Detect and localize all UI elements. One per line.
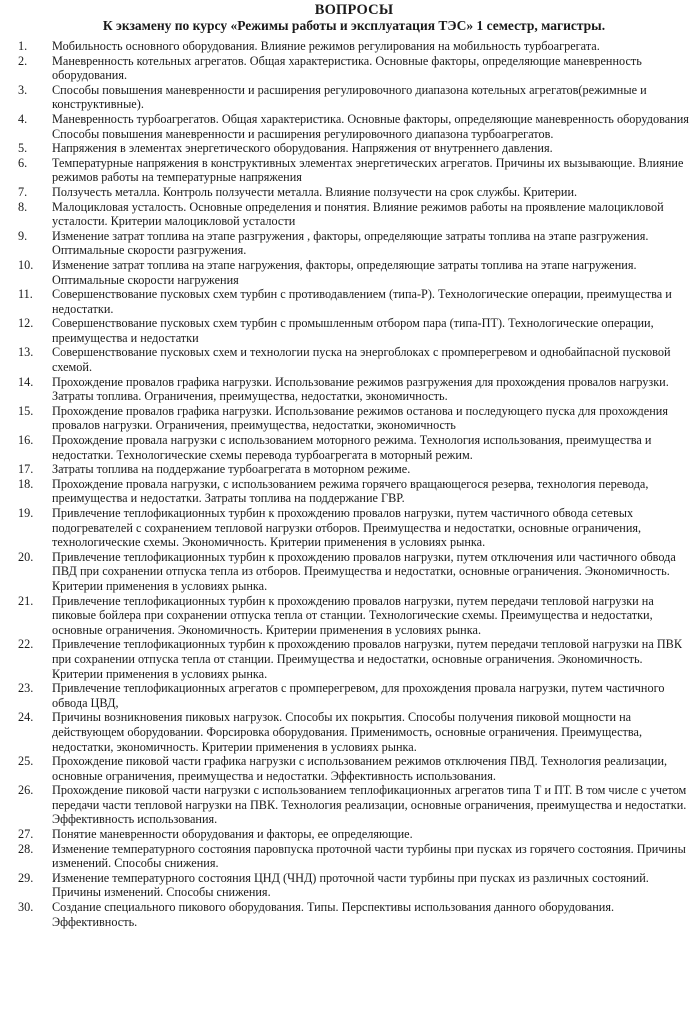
- question-item: [18, 433, 690, 462]
- question-text: Маневренность котельных агрегатов. Общая характеристика. Основные факторы, определяющие маневренность оборудования.: [52, 53, 642, 83]
- question-text: Прохождение провалов графика нагрузки. Использование режимов останова и последующего пуска для прохождения провалов нагрузки. Ограничения, преимущества, недостатки, экономичность: [52, 403, 668, 433]
- question-text: Привлечение теплофикационных турбин к прохождению провалов нагрузки, путем отключения или частичного обвода ПВД при сохранении отпуска тепла из отборов. Преимущества и недостатки, основные ограничения. Экономичность. Критерии применения в условиях рынка.: [52, 549, 676, 593]
- question-item: [18, 681, 690, 710]
- question-item: [18, 229, 690, 258]
- question-item: [18, 842, 690, 871]
- question-item: [18, 54, 690, 83]
- questions-list: [18, 39, 690, 929]
- question-number: 16.: [18, 433, 34, 448]
- question-text: Совершенствование пусковых схем турбин с противодавлением (типа-Р). Технологические операции, преимущества и недостатки.: [52, 287, 672, 316]
- question-text: Совершенствование пусковых схем и технологии пуска на энергоблоках с промперегревом и однобайпасной пусковой схемой.: [52, 345, 671, 375]
- question-text: Прохождение пиковой части графика нагрузки с использованием режимов отключения ПВД. Технология реализации, основные ограничения, преимущества и недостатки. Эффективность использования.: [52, 754, 668, 783]
- question-item: [18, 900, 690, 929]
- question-number: 17.: [18, 462, 34, 477]
- question-item: [18, 783, 690, 827]
- question-text: Причины возникновения пиковых нагрузок. Способы их покрытия. Способы получения пиковой мощности на действующем оборудовании. Форсировка оборудования. Применимость, основные ограничения. Преимущества, недостатки, экономичность. Критерии применения в условиях рынка.: [52, 710, 643, 754]
- question-number: 1.: [18, 39, 28, 53]
- question-number: 12.: [18, 316, 34, 331]
- question-number: 13.: [18, 345, 34, 360]
- question-text: Прохождение пиковой части нагрузки с использованием теплофикационных агрегатов типа Т и ПТ. В том числе с учетом передачи части тепловой нагрузки на ПВК. Технология реализации, основные ограничения, преимущества и недостатки. Эффективность использования.: [52, 783, 687, 827]
- question-item: [18, 827, 690, 842]
- question-number: 6.: [18, 155, 28, 170]
- question-text: Понятие маневренности оборудования и факторы, ее определяющие.: [52, 827, 413, 842]
- page-title: ВОПРОСЫ: [314, 2, 394, 18]
- question-number: 19.: [18, 506, 34, 520]
- question-text: Напряжения в элементах энергетического оборудования. Напряжения от внутреннего давления.: [52, 141, 553, 156]
- question-text: Температурные напряжения в конструктивных элементах энергетических агрегатов. Причины их вызывающие. Влияние режимов работы на температурные напряжения: [52, 155, 684, 185]
- question-number: 10.: [18, 257, 34, 272]
- question-item: [18, 477, 690, 506]
- question-number: 18.: [18, 476, 34, 491]
- question-number: 3.: [18, 82, 28, 97]
- question-number: 21.: [18, 593, 34, 608]
- question-text: Создание специального пикового оборудования. Типы. Перспективы использования данного оборудования. Эффективность.: [52, 900, 615, 929]
- question-number: 14.: [18, 374, 34, 389]
- question-text: Ползучесть металла. Контроль ползучести металла. Влияние ползучести на срок службы. Критерии.: [52, 184, 578, 199]
- page-subtitle: К экзамену по курсу «Режимы работы и эксплуатация ТЭС» 1 семестр, магистры.: [102, 18, 606, 33]
- question-text: Привлечение теплофикационных турбин к прохождению провалов нагрузки, путем частичного обвода сетевых подогревателей с сохранением тепловой нагрузки отборов. Преимущества и недостатки, основные ограничения, технологические схемы. Экономичность. Критерии применения в условиях рынка.: [52, 506, 642, 550]
- question-item: [18, 345, 690, 374]
- question-text: Привлечение теплофикационных агрегатов с промперегревом, для прохождения провала нагрузки, путем частичного обвода ЦВД,: [52, 681, 665, 710]
- question-item: [18, 316, 690, 345]
- question-text: Малоцикловая усталость. Основные определения и понятия. Влияние режимов работы на проявление малоцикловой усталости. Критерии малоцикловой усталости: [52, 199, 664, 229]
- question-text: Прохождение провала нагрузки с использованием моторного режима. Технология использования, преимущества и недостатки. Технологические схемы перевода турбоагрегата в моторный режим.: [52, 433, 652, 462]
- question-number: 28.: [18, 841, 34, 856]
- question-item: [18, 39, 690, 54]
- question-text: Прохождение провалов графика нагрузки. Использование режимов разгружения для прохождения провалов нагрузки. Затраты топлива. Ограничения, преимущества, недостатки, экономичность.: [52, 374, 669, 404]
- question-number: 22.: [18, 637, 34, 652]
- question-item: [18, 754, 690, 783]
- question-number: 4.: [18, 111, 28, 126]
- question-number: 30.: [18, 900, 34, 915]
- question-text: Изменение затрат топлива на этапе нагружения, факторы, определяющие затраты топлива на этапе нагружения. Оптимальные скорости нагружения: [52, 257, 637, 287]
- question-item: [18, 404, 690, 433]
- question-number: 29.: [18, 870, 34, 885]
- question-item: [18, 287, 690, 316]
- question-number: 7.: [18, 184, 28, 199]
- question-item: [18, 550, 690, 594]
- question-item: [18, 156, 690, 185]
- question-text: Привлечение теплофикационных турбин к прохождению провалов нагрузки, путем передачи тепловой нагрузки на ПВК при сохранении отпуска тепла от станции. Преимущества и недостатки, основные ограничения. Экономичность. Критерии применения в условиях рынка.: [52, 637, 683, 681]
- question-item: [18, 506, 690, 550]
- question-text: Маневренность турбоагрегатов. Общая характеристика. Основные факторы, определяющие маневренность оборудования Способы повышения маневренности и расширения регулировочного диапазона турбоагрегатов.: [52, 111, 689, 141]
- question-item: [18, 710, 690, 754]
- question-item: [18, 594, 690, 638]
- question-number: 2.: [18, 53, 28, 68]
- question-text: Изменение температурного состояния паровпуска проточной части турбины при пусках из горячего состояния. Причины изменений. Способы снижения.: [52, 841, 686, 871]
- question-number: 20.: [18, 549, 34, 564]
- question-text: Затраты топлива на поддержание турбоагрегата в моторном режиме.: [52, 462, 411, 477]
- question-item: [18, 112, 690, 141]
- question-item: [18, 375, 690, 404]
- question-text: Изменение температурного состояния ЦНД (ЧНД) проточной части турбины при пусках из различных состояний. Причины изменений. Способы снижения.: [52, 870, 649, 900]
- question-text: Совершенствование пусковых схем турбин с промышленным отбором пара (типа-ПТ). Технологические операции, преимущества и недостатки: [52, 316, 654, 345]
- question-number: 27.: [18, 827, 34, 842]
- question-number: 8.: [18, 199, 28, 214]
- question-text: Способы повышения маневренности и расширения регулировочного диапазона котельных агрегатов(режимные и конструктивные).: [52, 82, 647, 112]
- question-item: [18, 83, 690, 112]
- question-number: 15.: [18, 403, 34, 418]
- question-item: [18, 462, 690, 477]
- question-text: Прохождение провала нагрузки, с использованием режима горячего вращающегося резерва, технология перевода, преимущества и недостатки. Затраты топлива на поддержание ГВР.: [52, 476, 649, 506]
- question-item: [18, 141, 690, 156]
- question-number: 26.: [18, 783, 34, 798]
- question-number: 11.: [18, 287, 33, 302]
- question-item: [18, 185, 690, 200]
- question-text: Мобильность основного оборудования. Влияние режимов регулирования на мобильность турбоагрегата.: [52, 39, 600, 53]
- question-item: [18, 200, 690, 229]
- question-number: 9.: [18, 228, 28, 243]
- question-item: [18, 871, 690, 900]
- question-number: 25.: [18, 754, 34, 769]
- question-text: Изменение затрат топлива на этапе разгружения , факторы, определяющие затраты топлива на этапе разгружения. Оптимальные скорости разгружения.: [52, 228, 649, 258]
- question-number: 24.: [18, 710, 34, 725]
- question-item: [18, 637, 690, 681]
- question-item: [18, 258, 690, 287]
- question-number: 23.: [18, 681, 34, 696]
- question-number: 5.: [18, 141, 28, 156]
- question-text: Привлечение теплофикационных турбин к прохождению провалов нагрузки, путем передачи тепловой нагрузки на пиковые бойлера при сохранении отпуска тепла от станции. Технологические схемы. Преимущества и недостатки, основные ограничения. Экономичность. Критерии применения в условиях рынка.: [52, 593, 654, 637]
